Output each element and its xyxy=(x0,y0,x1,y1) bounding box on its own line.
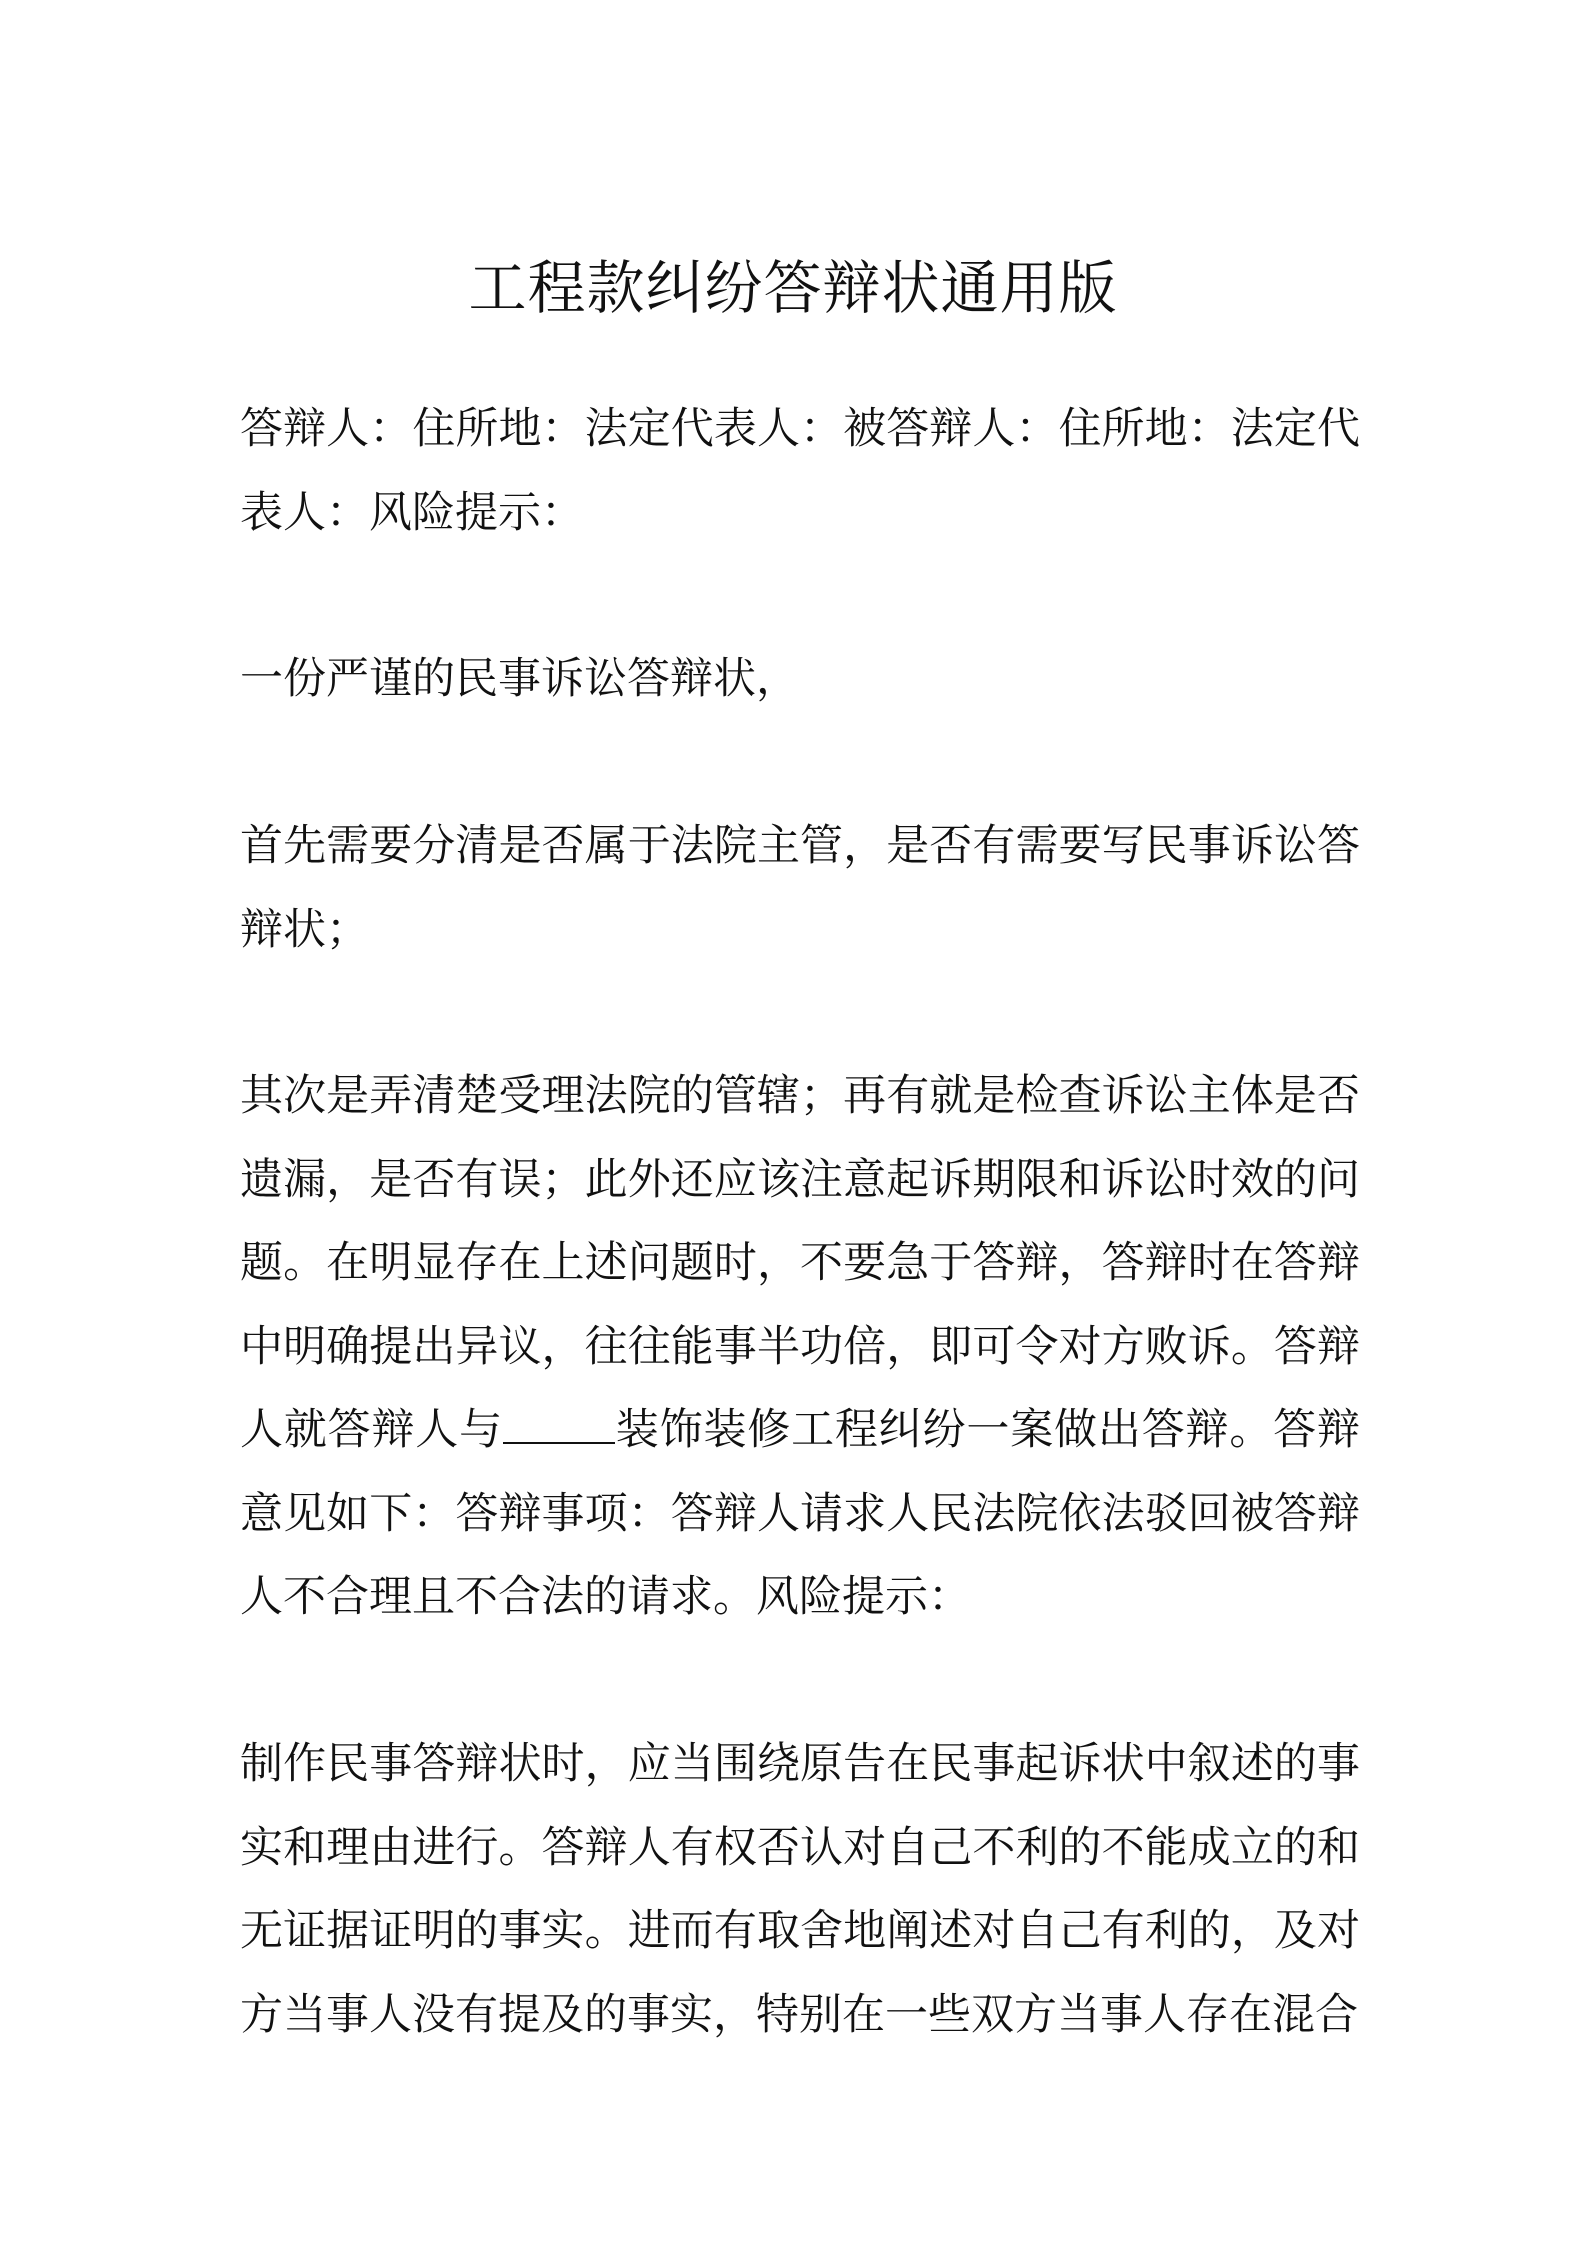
paragraph-first: 首先需要分清是否属于法院主管，是否有需要写民事诉讼答辩状； xyxy=(240,821,1360,955)
paragraph-second-after-blank: 装饰装修工程纠纷一案做出答辩。答辩意见如下：答辩事项：答辩人请求人民法院依法驳回被答辩人不合理且不合法的请求。风险提示： xyxy=(240,1405,1361,1622)
document-title: 工程款纠纷答辩状通用版 xyxy=(468,254,1118,322)
paragraph-answer-guidance: 制作民事答辩状时，应当围绕原告在民事起诉状中叙述的事实和理由进行。答辩人有权否认对自己不利的不能成立的和无证据证明的事实。进而有取舍地阐述对自己有利的，及对方当事人没有提及的事实，特别在一些双方当事人存在混合 xyxy=(240,1739,1360,2040)
paragraph-second-before-blank: 其次是弄清楚受理法院的管辖；再有就是检查诉讼主体是否遗漏，是否有误；此外还应该注意起诉期限和诉讼时效的问题。在明显存在上述问题时，不要急于答辩，答辩时在答辩中明确提出异议，往往能事半功倍，即可令对方败诉。答辩人就答辩人与 xyxy=(240,1071,1360,1455)
paragraph-parties: 答辩人：住所地：法定代表人：被答辩人：住所地：法定代表人：风险提示： xyxy=(240,404,1360,538)
paragraph-intro: 一份严谨的民事诉讼答辩状， xyxy=(240,654,799,704)
paragraph-second xyxy=(240,1055,1360,1640)
fill-in-blank-line xyxy=(503,1402,615,1444)
